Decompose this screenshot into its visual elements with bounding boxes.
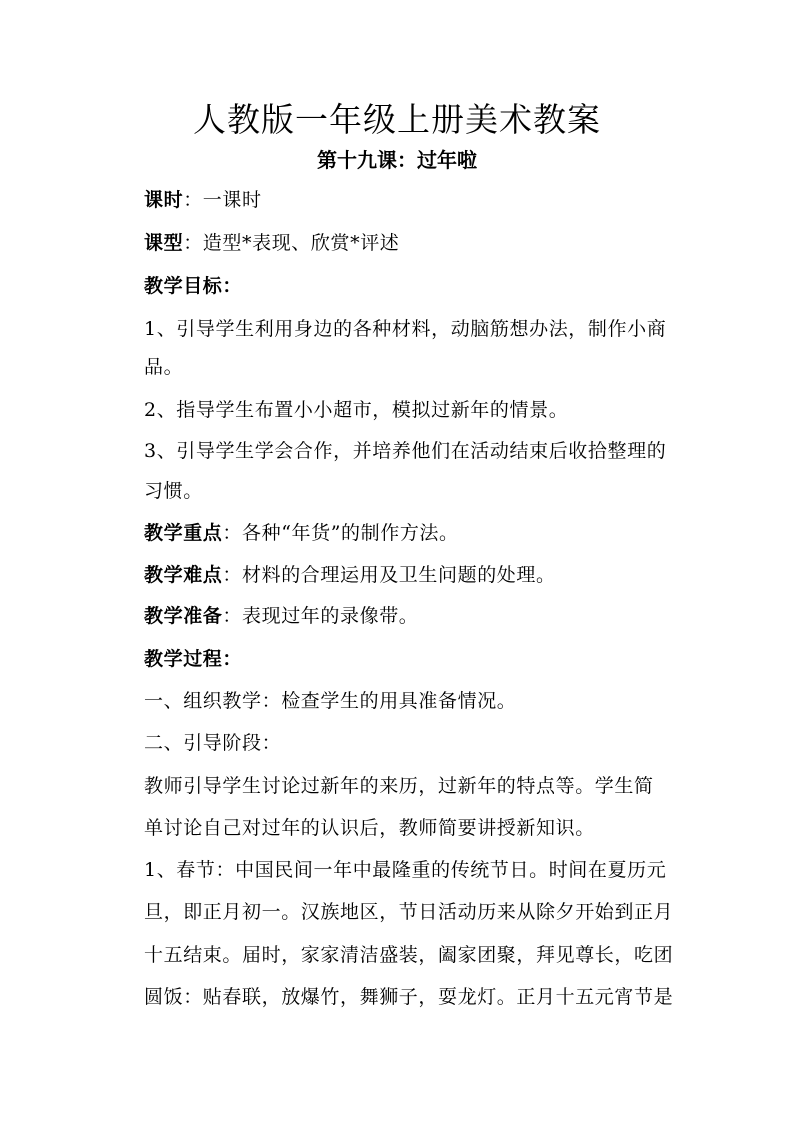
process-line: 教师引导学生讨论过新年的来历，过新年的特点等。学生简 [144, 775, 654, 797]
difficulty-label: 教学难点 [144, 564, 223, 586]
difficulty-line [144, 561, 684, 589]
document-title: 人教版一年级上册美术教案 [193, 100, 601, 139]
process-line: 1、春节：中国民间一年中最隆重的传统节日。时间在夏历元 [144, 859, 667, 881]
preparation-line [144, 602, 684, 630]
process-line: 圆饭：贴春联，放爆竹，舞狮子，耍龙灯。正月十五元宵节是 [144, 986, 674, 1008]
key-point-label: 教学重点 [144, 522, 223, 544]
lesson-hours-line [144, 186, 684, 214]
teaching-goals-heading: 教学目标： [144, 275, 243, 297]
process-line: 二、引导阶段： [144, 732, 282, 754]
goal-line: 2、指导学生布置小小超市，模拟过新年的情景。 [144, 399, 569, 421]
process-line: 十五结束。届时，家家清洁盛装，阖家团聚，拜见尊长，吃团 [144, 944, 674, 966]
lesson-hours-label: 课时 [144, 189, 184, 211]
lesson-type-label: 课型 [144, 232, 184, 254]
goal-line: 习惯。 [144, 480, 203, 502]
difficulty-value: ：材料的合理运用及卫生问题的处理。 [222, 564, 556, 586]
goal-line: 3、引导学生学会合作，并培养他们在活动结束后收拾整理的 [144, 440, 667, 462]
lesson-type-line [144, 229, 684, 257]
lesson-subtitle: 第十九课：过年啦 [317, 148, 477, 172]
goal-line: 品。 [144, 356, 184, 378]
process-line: 单讨论自己对过年的认识后，教师简要讲授新知识。 [144, 817, 595, 839]
preparation-value: ：表现过年的录像带。 [222, 605, 419, 627]
key-point-line [144, 519, 684, 547]
key-point-value: ：各种“年货”的制作方法。 [222, 522, 459, 544]
process-line: 旦，即正月初一。汉族地区，节日活动历来从除夕开始到正月 [144, 901, 674, 923]
teaching-process-heading: 教学过程： [144, 648, 243, 670]
goal-line: 1、引导学生利用身边的各种材料，动脑筋想办法，制作小商 [144, 318, 667, 340]
process-line: 一、组织教学：检查学生的用具准备情况。 [144, 690, 517, 712]
lesson-hours-value: ：一课时 [183, 189, 262, 211]
preparation-label: 教学准备 [144, 605, 223, 627]
lesson-type-value: ：造型*表现、欣赏*评述 [183, 232, 400, 254]
